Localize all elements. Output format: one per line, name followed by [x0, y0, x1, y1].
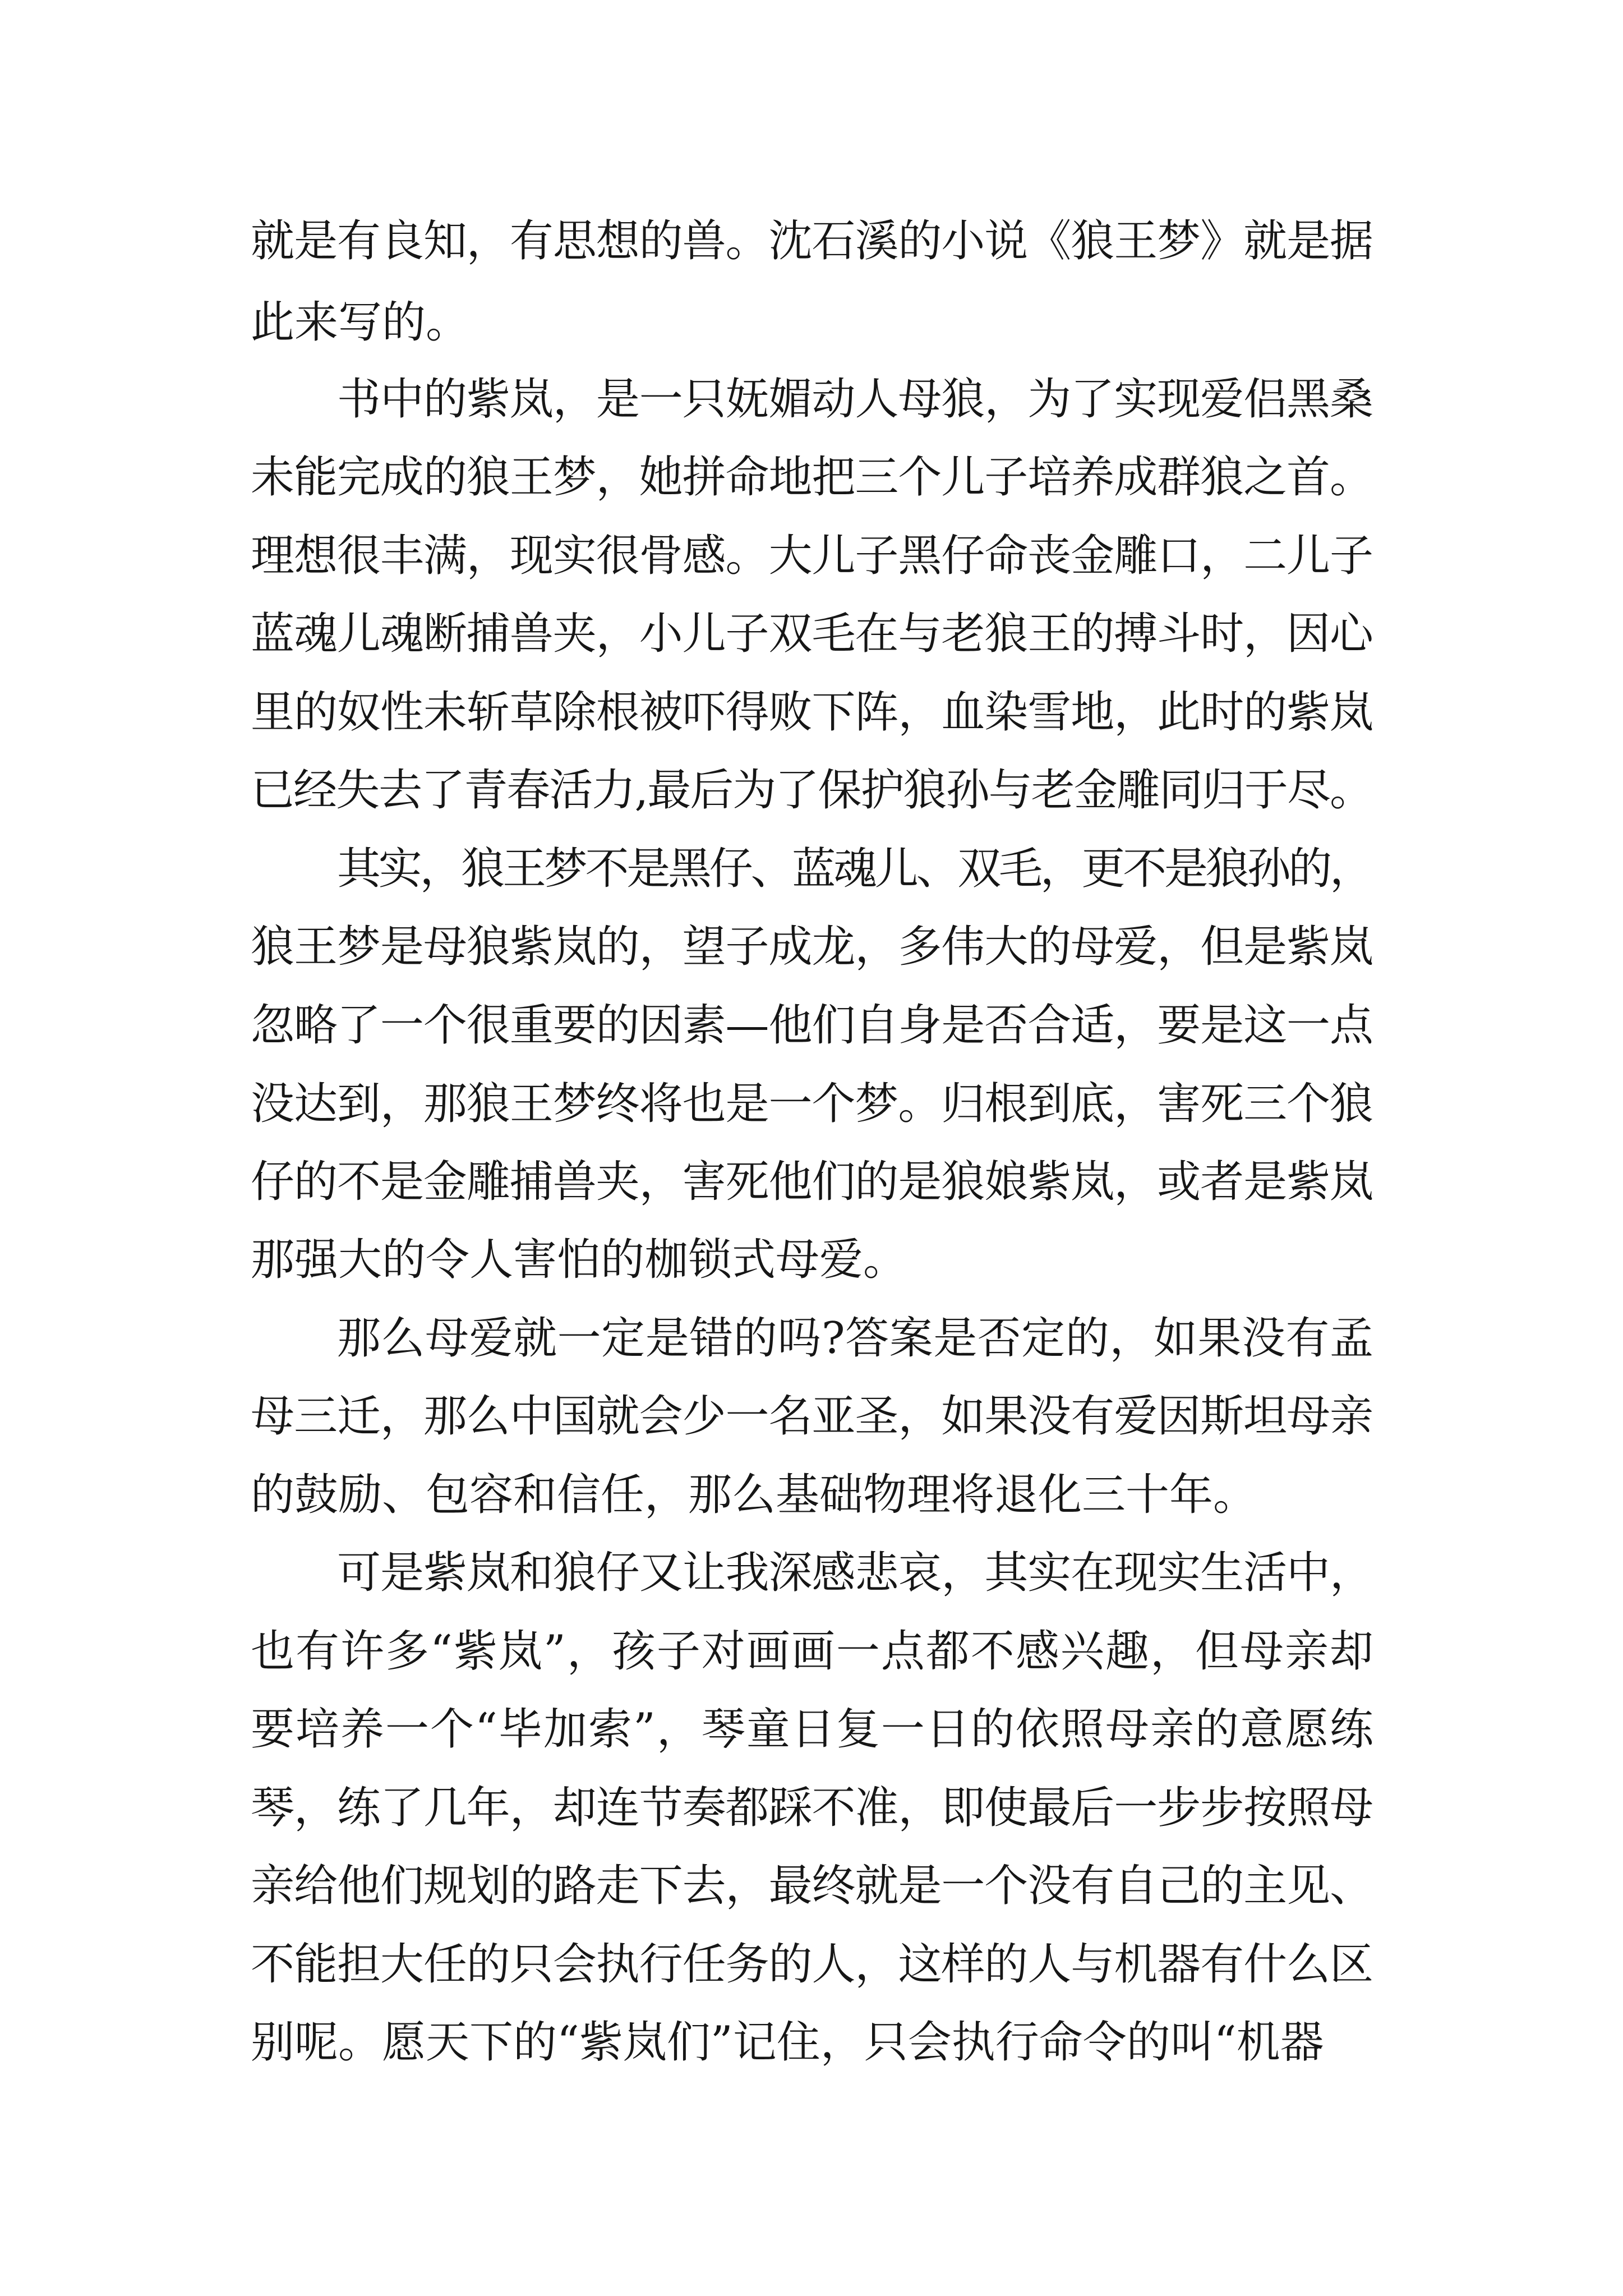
- text-line-content: 那强大的令人害怕的枷锁式母爱。: [251, 1235, 907, 1285]
- text-line: [0, 757, 1623, 824]
- text-line-content: 仔的不是金雕捕兽夹，害死他们的是狼娘紫岚，或者是紫岚: [251, 1157, 1373, 1207]
- text-line-content: 其实，狼王梦不是黑仔、蓝魂儿、双毛，更不是狼孙的，: [337, 844, 1371, 894]
- text-line-content: 不能担大任的只会执行任务的人，这样的人与机器有什么区: [251, 1939, 1373, 1990]
- text-line-content: 亲给他们规划的路走下去，最终就是一个没有自己的主见、: [251, 1861, 1373, 1911]
- text-line: [0, 600, 1623, 668]
- text-line-content: 已经失去了青春活力,最后为了保护狼孙与老金雕同归于尽。: [251, 765, 1373, 816]
- text-line: [0, 1852, 1623, 1920]
- text-line-content: 蓝魂儿魂断捕兽夹，小儿子双毛在与老狼王的搏斗时，因心: [251, 609, 1373, 659]
- text-line: [0, 2009, 1623, 2076]
- text-line-content: 那么母爱就一定是错的吗?答案是否定的，如果没有孟: [337, 1313, 1374, 1364]
- text-line: [0, 444, 1623, 511]
- text-line: [0, 992, 1623, 1059]
- text-line: [0, 1226, 1623, 1294]
- text-line-content: 要培养一个“毕加索”，琴童日复一日的依照母亲的意愿练: [251, 1704, 1375, 1755]
- text-line: [0, 289, 1623, 356]
- text-line-content: 狼王梦是母狼紫岚的，望子成龙，多伟大的母爱，但是紫岚: [251, 922, 1373, 972]
- text-line: [0, 1461, 1623, 1529]
- text-line: [0, 1774, 1623, 1842]
- text-line: [0, 208, 1623, 275]
- text-line-content: 书中的紫岚，是一只妩媚动人母狼，为了实现爱侣黑桑: [337, 374, 1373, 425]
- paragraph-start-line: [0, 1539, 1623, 1607]
- text-line: [0, 1696, 1623, 1763]
- paragraph-start-line: [0, 366, 1623, 433]
- text-line-content: 琴，练了几年，却连节奏都踩不准，即使最后一步步按照母: [251, 1783, 1373, 1833]
- text-line-content: 可是紫岚和狼仔又让我深感悲哀，其实在现实生活中，: [337, 1548, 1373, 1598]
- text-line-content: 就是有良知，有思想的兽。沈石溪的小说《狼王梦》就是据: [251, 216, 1373, 266]
- text-line: [0, 1618, 1623, 1685]
- text-line: [0, 1383, 1623, 1450]
- text-line-content: 也有许多“紫岚”，孩子对画画一点都不感兴趣，但母亲却: [251, 1626, 1375, 1677]
- text-line-content: 理想很丰满，现实很骨感。大儿子黑仔命丧金雕口，二儿子: [251, 531, 1373, 581]
- text-line: [0, 1070, 1623, 1138]
- text-line: [0, 522, 1623, 590]
- text-line-content: 此来写的。: [251, 297, 470, 348]
- text-line-content: 的鼓励、包容和信任，那么基础物理将退化三十年。: [251, 1470, 1257, 1520]
- text-line: [0, 1931, 1623, 1998]
- paragraph-start-line: [0, 835, 1623, 903]
- text-line: [0, 913, 1623, 981]
- text-line: [0, 1148, 1623, 1216]
- text-line-content: 未能完成的狼王梦，她拼命地把三个儿子培养成群狼之首。: [251, 452, 1373, 503]
- paragraph-start-line: [0, 1305, 1623, 1372]
- text-line-content: 没达到，那狼王梦终将也是一个梦。归根到底，害死三个狼: [251, 1079, 1373, 1129]
- text-line-content: 母三迁，那么中国就会少一名亚圣，如果没有爱因斯坦母亲: [251, 1391, 1373, 1442]
- text-line-content: 别呢。愿天下的“紫岚们”记住，只会执行命令的叫“机器: [251, 2017, 1324, 2068]
- text-line-content: 里的奴性未斩草除根被吓得败下阵，血染雪地，此时的紫岚: [251, 687, 1373, 738]
- text-line: [0, 679, 1623, 746]
- text-line-content: 忽略了一个很重要的因素—他们自身是否合适，要是这一点: [251, 1000, 1373, 1051]
